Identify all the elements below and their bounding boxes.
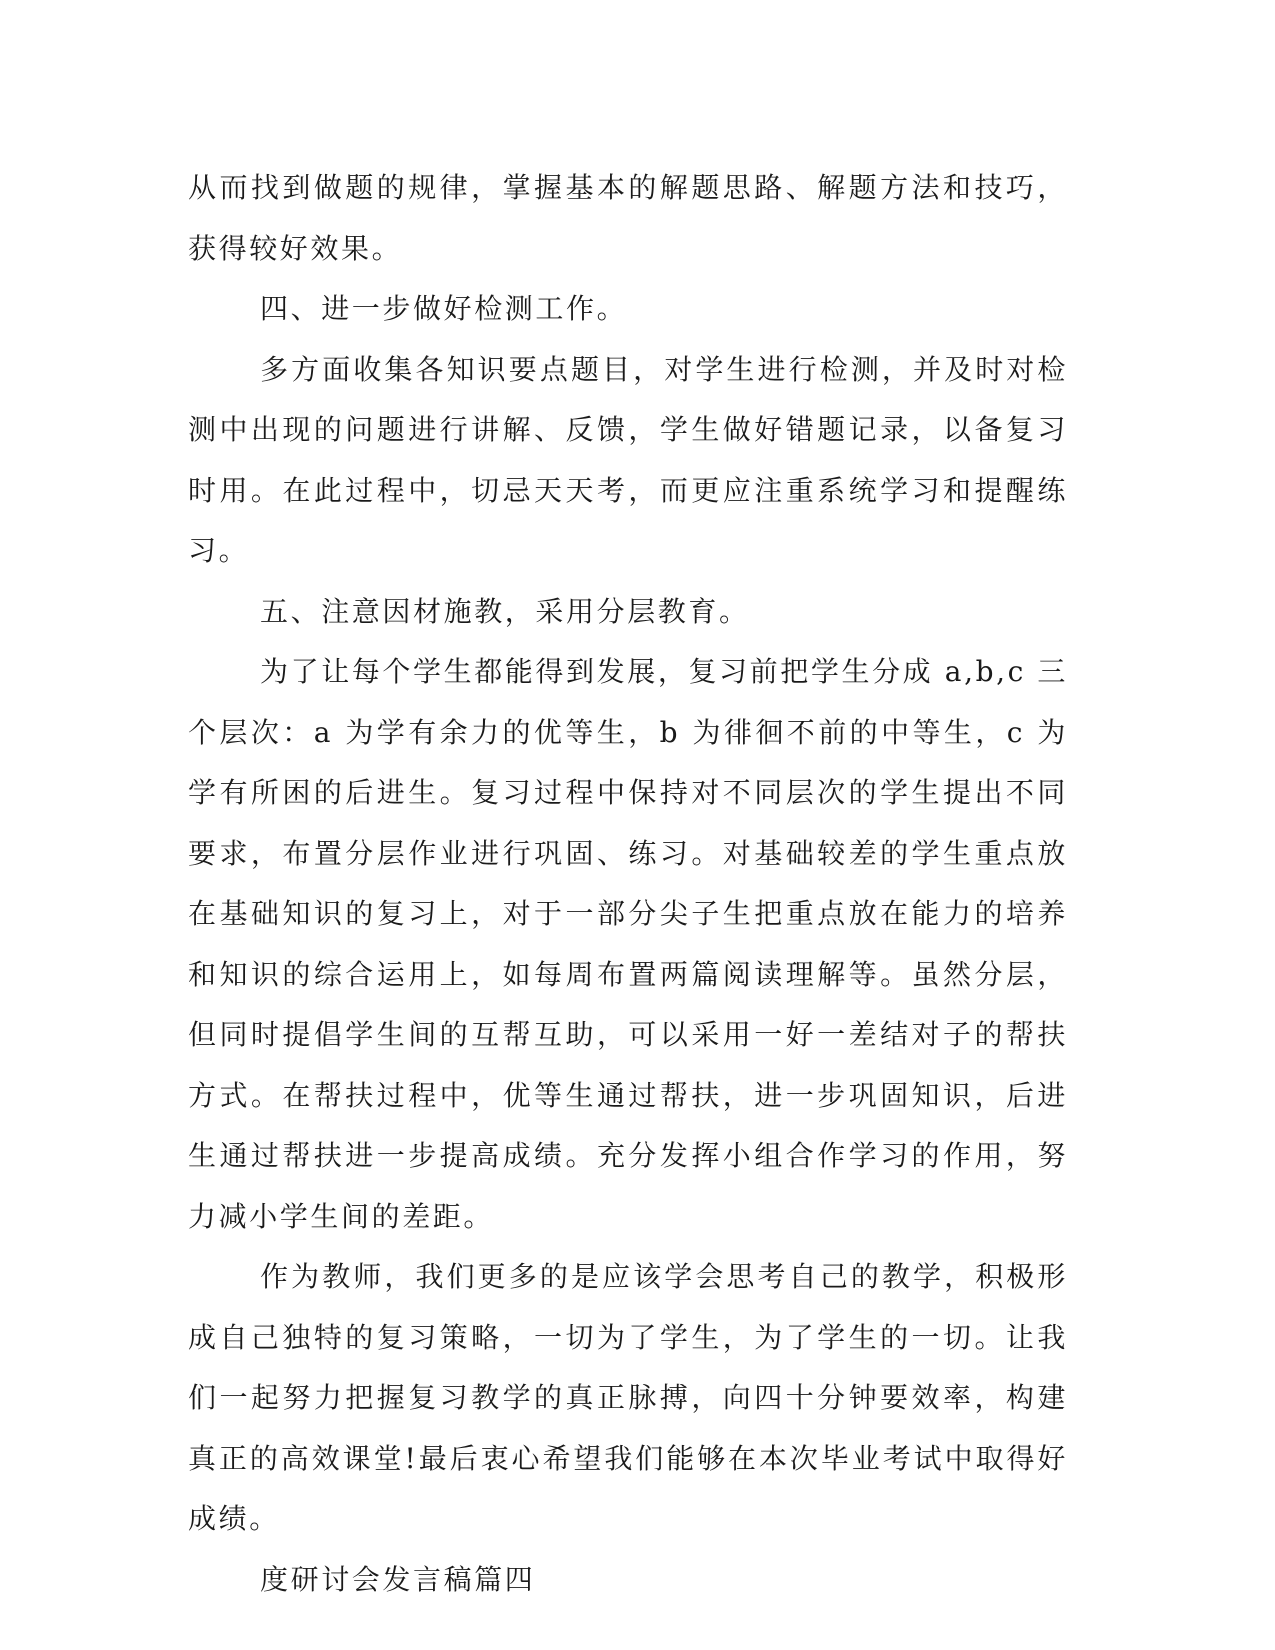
section-heading-five: 五、注意因材施教，采用分层教育。: [260, 594, 750, 628]
paragraph-conclusion: 作为教师，我们更多的是应该学会思考自己的教学，积极形成自己独特的复习策略，一切为了学生，为了学生的一切。让我们一起努力把握复习教学的真正脉搏，向四十分钟要效率，构建真正的高效课堂!最后衷心希望我们能够在本次毕业考试中取得好成绩。: [188, 1260, 1068, 1535]
paragraph-tiered-teaching: 为了让每个学生都能得到发展，复习前把学生分成 a,b,c 三个层次：a 为学有余力的优等生，b 为徘徊不前的中等生，c 为学有所困的后进生。复习过程中保持对不同层次的学生提出不同要求，布置分层作业进行巩固、练习。对基础较差的学生重点放在基础知识的复习上，对于一部分尖子生把重点放在能力的培养和知识的综合运用上，如每周布置两篇阅读理解等。虽然分层，但同时提倡学生间的互帮互助，可以采用一好一差结对子的帮扶方式。在帮扶过程中，优等生通过帮扶，进一步巩固知识，后进生通过帮扶进一步提高成绩。充分发挥小组合作学习的作用，努力减小学生间的差距。: [188, 655, 1068, 1233]
paragraph-continuation: 从而找到做题的规律，掌握基本的解题思路、解题方法和技巧，获得较好效果。: [188, 171, 1068, 265]
section-heading-four: 四、进一步做好检测工作。: [260, 292, 628, 325]
section-heading-part-four: 度研讨会发言稿篇四: [260, 1562, 536, 1596]
document-body: [188, 158, 1068, 1610]
paragraph-detection-work: 多方面收集各知识要点题目，对学生进行检测，并及时对检测中出现的问题进行讲解、反馈，学生做好错题记录，以备复习时用。在此过程中，切忌天天考，而更应注重系统学习和提醒练习。: [188, 352, 1068, 567]
